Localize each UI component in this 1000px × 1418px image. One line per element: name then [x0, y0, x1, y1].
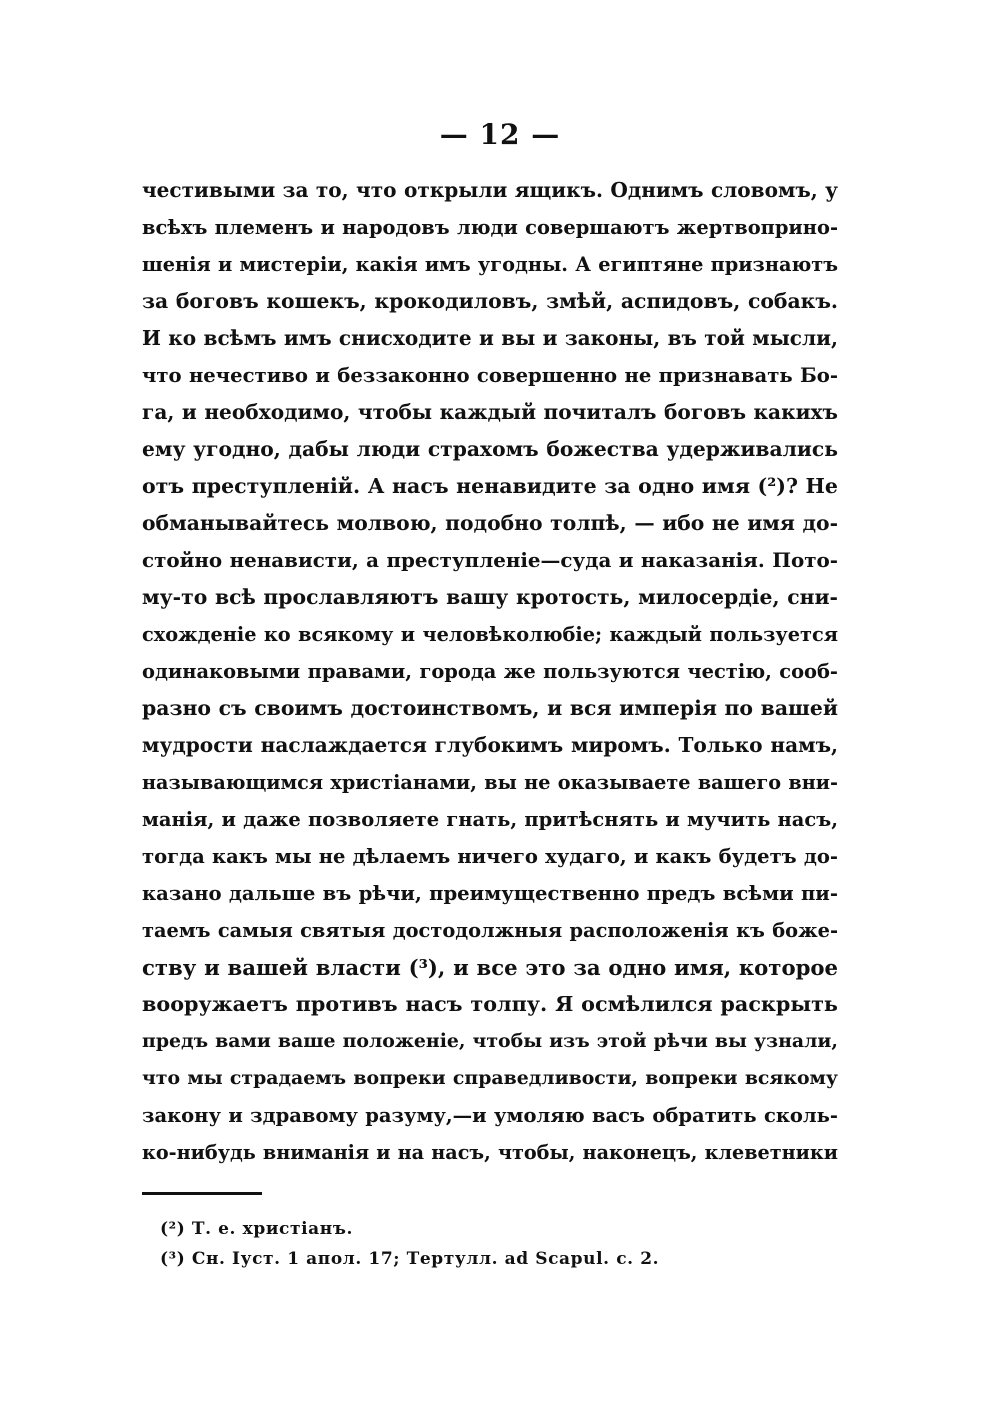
text-line: всѣхъ племенъ и народовъ люди совершаютъ жертвоприно- [142, 216, 838, 239]
text-line: что нечестиво и беззаконно совершенно не признавать Бо- [142, 364, 838, 387]
text-line: схожденіе ко всякому и человѣколюбіе; каждый пользуется [142, 623, 838, 646]
text-line: одинаковыми правами, города же пользуются честію, сооб- [142, 660, 838, 683]
text-line: честивыми за то, что открыли ящикъ. Однимъ словомъ, у [142, 178, 838, 202]
text-line: мудрости наслаждается глубокимъ миромъ. Только намъ, [142, 733, 838, 757]
text-line: стойно ненависти, а преступленіе—суда и наказанія. Пото- [142, 548, 838, 572]
text-line: манія, и даже позволяете гнать, притѣснять и мучить насъ, [142, 808, 838, 831]
text-line: таемъ самыя святыя достодолжныя расположенія къ боже- [142, 919, 838, 942]
text-line: ему угодно, дабы люди страхомъ божества удерживались [142, 437, 838, 461]
text-line: шенія и мистеріи, какія имъ угодны. А египтяне признаютъ [142, 253, 838, 276]
text-line: отъ преступленій. А насъ ненавидите за одно имя (²)? Не [142, 474, 838, 498]
text-line: называющимся христіанами, вы не оказываете вашего вни- [142, 771, 838, 794]
text-line: обманывайтесь молвою, подобно толпѣ, — ибо не имя до- [142, 511, 838, 535]
footnotes [160, 1214, 820, 1274]
text-line: му-то всѣ прославляютъ вашу кротость, милосердіе, сни- [142, 585, 838, 609]
text-line: га, и необходимо, чтобы каждый почиталъ боговъ какихъ [142, 400, 838, 424]
footnote-3: (³) Сн. Іуст. 1 апол. 17; Тертулл. ad Scapul. с. 2. [160, 1249, 660, 1269]
text-line: И ко всѣмъ имъ снисходите и вы и законы, въ той мысли, [142, 326, 838, 350]
text-line: закону и здравому разуму,—и умоляю васъ обратить сколь- [142, 1104, 838, 1127]
text-line: ко-нибудь вниманія и на насъ, чтобы, наконецъ, клеветники [142, 1141, 838, 1164]
text-line: за боговъ кошекъ, крокодиловъ, змѣй, аспидовъ, собакъ. [142, 289, 838, 313]
text-line: предъ вами ваше положеніе, чтобы изъ этой рѣчи вы узнали, [142, 1030, 838, 1052]
text-line: вооружаетъ противъ насъ толпу. Я осмѣлился раскрыть [142, 992, 838, 1016]
footnote-2: (²) Т. е. христіанъ. [160, 1219, 353, 1239]
text-line: ству и вашей власти (³), и все это за одно имя, которое [142, 955, 838, 980]
footnote-divider [142, 1192, 262, 1195]
body-text [142, 172, 838, 1171]
text-line: тогда какъ мы не дѣлаемъ ничего худаго, и какъ будетъ до- [142, 845, 838, 868]
text-line: разно съ своимъ достоинствомъ, и вся имперія по вашей [142, 696, 838, 720]
page-number: — 12 — [439, 118, 561, 151]
text-line: что мы страдаемъ вопреки справедливости, вопреки всякому [142, 1067, 838, 1089]
text-line: казано дальше въ рѣчи, преимущественно предъ всѣми пи- [142, 882, 838, 905]
